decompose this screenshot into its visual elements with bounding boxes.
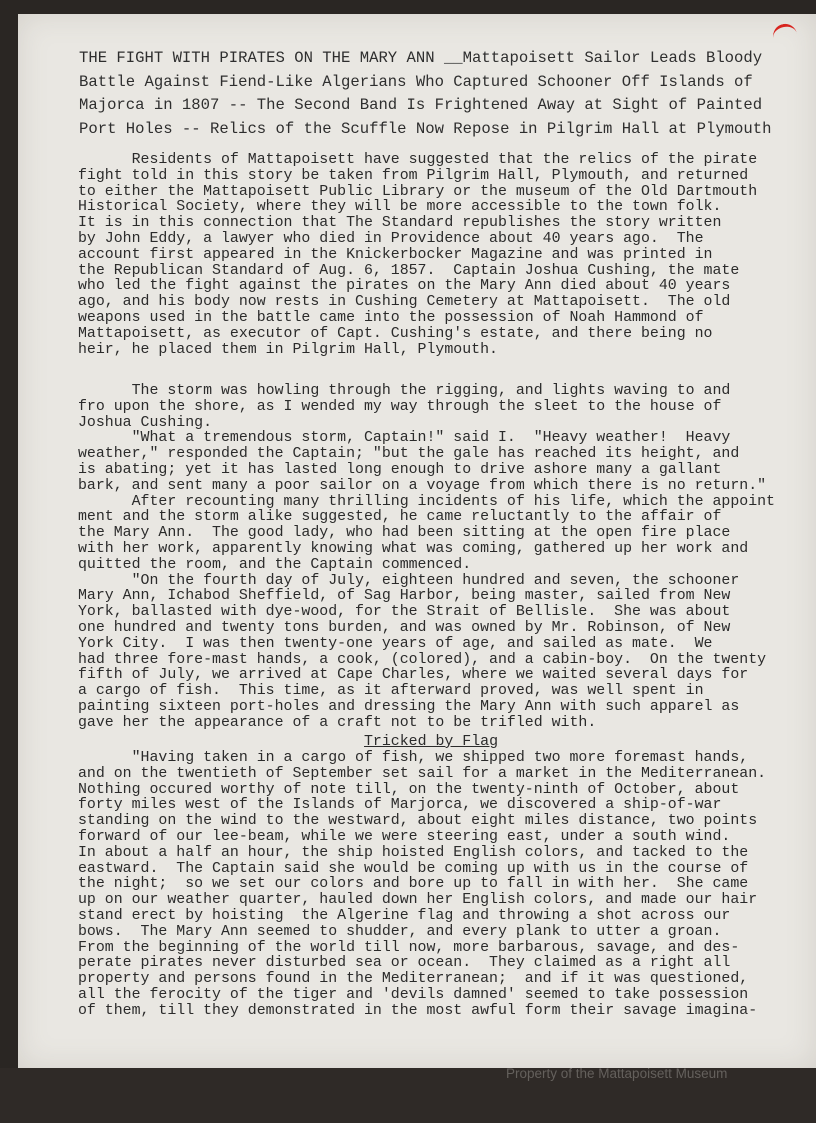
intro-paragraph: Residents of Mattapoisett have suggested that the relics of the pirate fight told in this story be taken from Pilgrim Hall, Plymouth, and returned to either the Mattapoisett Public Library or the museum of the Old Dartmouth Historical Society, where they will be more accessible to the town folk. It is in this connection that The Standard republishes the story written by John Eddy, a lawyer who died in Providence about 40 years ago. The account first appeared in the Knickerbocker Magazine and was printed in the Republican Standard of Aug. 6, 1857. Captain Joshua Cushing, the mate who led the fight against the pirates on the Mary Ann died about 40 years ago, and his body now rests in Cushing Cemetery at Mattapoisett. The old weapons used in the battle came into the possession of Noah Hammond of Mattapoisett, as executor of Capt. Cushing's estate, and there being no heir, he placed them in Pilgrim Hall, Plymouth. [78,152,758,358]
headline [79,47,794,141]
headline-line-4: Port Holes -- Relics of the Scuffle Now Repose in Pilgrim Hall at Plymouth [79,119,772,138]
headline-line-1: THE FIGHT WITH PIRATES ON THE MARY ANN __Mattapoisett Sailor Leads Bloody [79,49,763,67]
watermark: Property of the Mattapoisett Museum [506,1066,728,1081]
headline-line-2: Battle Against Fiend-Like Algerians Who Captured Schooner Off Islands of [79,72,753,91]
story-paragraphs: The storm was howling through the rigging, and lights waving to and fro upon the shore, as I wended my way through the sleet to the house of Joshua Cushing. "What a tremendous storm, Captain!" said I. "Heavy weather! Heavy weather," responded the Captain; "but the gale has reached its height, and is abating; yet it has lasted long enough to drive ashore many a gallant bark, and sent many a poor sailor on a voyage from which there is no return." After recounting many thrilling incidents of his life, which the appoint ment and the storm alike suggested, he came reluctantly to the affair of the Mary Ann. The good lady, who had been sitting at the open fire place with her work, apparently knowing what was coming, gathered up her work and quitted the room, and the Captain commenced. "On the fourth day of July, eighteen hundred and seven, the schooner Mary Ann, Ichabod Sheffield, of Sag Harbor, being master, sailed from New York, ballasted with dye-wood, for the Strait of Bellisle. She was about one hundred and twenty tons burden, and was owned by Mr. Robinson, of New York City. I was then twenty-one years of age, and sailed as mate. We had three fore-mast hands, a cook, (colored), and a cabin-boy. On the twenty fifth of July, we arrived at Cape Charles, where we waited several days for a cargo of fish. This time, as it afterward proved, was well spent in painting sixteen port-holes and dressing the Mary Ann with such apparel as gave her the appearance of a craft not to be trifled with. [78,383,775,731]
headline-line-3: Majorca in 1807 -- The Second Band Is Frightened Away at Sight of Painted [79,96,763,114]
tricked-paragraph: "Having taken in a cargo of fish, we shipped two more foremast hands, and on the twentieth of September set sail for a market in the Mediterranean. Nothing occured worthy of note till, on the twenty-ninth of October, about forty miles west of the Islands of Marjorca, we discovered a ship-of-war standing on the wind to the westward, about eight miles distance, two points forward of our lee-beam, while we were steering east, under a south wind. In about a half an hour, the ship hoisted English colors, and tacked to the eastward. The Captain said she would be coming up with us in the course of the night; so we set our colors and bore up to fall in with her. She came up on our weather quarter, hauled down her English colors, and made our hair stand erect by hoisting the Algerine flag and throwing a shot across our bows. The Mary Ann seemed to shudder, and every plank to utter a groan. From the beginning of the world till now, more barbarous, savage, and des- perate pirates never disturbed sea or ocean. They claimed as a right all property and persons found in the Mediterranean; and if it was questioned, all the ferocity of the tiger and 'devils damned' seemed to take possession of them, till they demonstrated in the most awful form their savage imagina- [78,750,767,1019]
subheading: Tricked by Flag [364,734,499,750]
